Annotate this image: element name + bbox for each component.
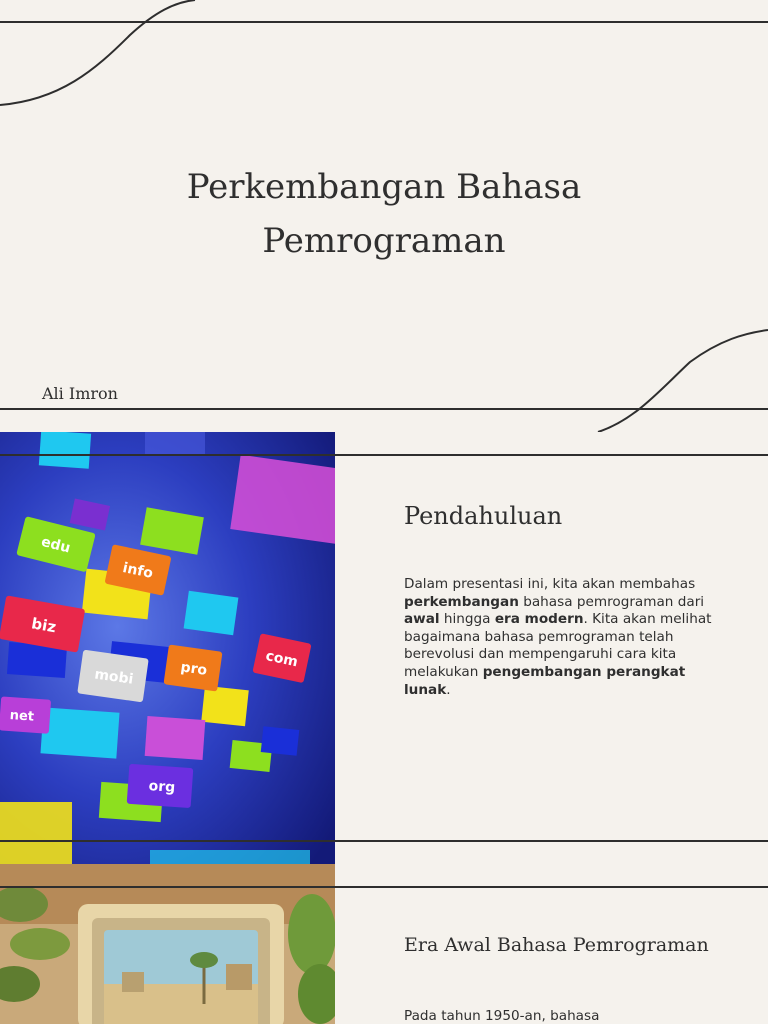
presentation-title — [0, 160, 768, 268]
tag-edu: edu — [39, 533, 72, 557]
emphasis-text: perkembangan — [404, 593, 519, 610]
tag-com: com — [264, 647, 300, 671]
tag-pro: pro — [179, 659, 209, 679]
early-era-top-line — [0, 886, 768, 888]
section-heading-pendahuluan: Pendahuluan — [404, 502, 563, 530]
paragraph-text: . — [446, 681, 451, 698]
emphasis-text: era modern — [494, 611, 584, 628]
title-slide — [0, 0, 768, 432]
retro-computer-image — [0, 864, 335, 1024]
intro-top-line — [0, 454, 768, 456]
section-heading-era-awal: Era Awal Bahasa Pemrograman — [404, 934, 709, 956]
tag-net: net — [9, 708, 35, 725]
paragraph-text: hingga — [439, 611, 495, 628]
paragraph-text: Dalam presentasi ini, kita akan membahas — [404, 576, 696, 592]
author-name: Ali Imron — [42, 384, 118, 403]
tag-info: info — [121, 559, 155, 582]
top-divider-line — [0, 21, 768, 23]
early-era-slide — [0, 864, 768, 1024]
tag-mobi: mobi — [93, 666, 135, 688]
tag-biz: biz — [30, 614, 58, 637]
early-era-paragraph: Pada tahun 1950-an, bahasa — [404, 1008, 600, 1024]
intro-paragraph — [404, 576, 734, 699]
emphasis-text: awal — [404, 611, 440, 628]
domain-tags-image — [0, 432, 335, 864]
emphasis-text: pengembangan perangkat lunak — [404, 663, 686, 698]
bottom-divider-line — [0, 408, 768, 410]
title-line-2: Pemrograman — [262, 221, 506, 261]
intro-slide — [0, 432, 768, 864]
paragraph-text: . Kita akan melihat bagaimana bahasa pemrograman telah berevolusi dan mempengaruhi cara kita melakukan — [404, 611, 712, 680]
tag-org: org — [148, 778, 176, 796]
paragraph-text: bahasa pemrograman dari — [518, 593, 705, 610]
intro-bottom-line — [0, 840, 768, 842]
title-line-1: Perkembangan Bahasa — [186, 167, 582, 207]
